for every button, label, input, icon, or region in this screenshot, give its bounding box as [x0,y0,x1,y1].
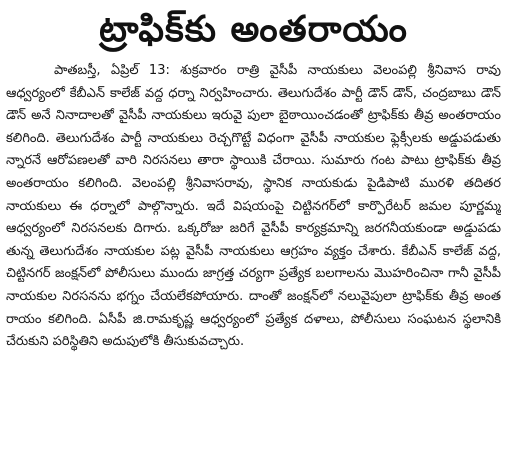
article-headline: ట్రాఫిక్‌కు అంతరాయం [99,9,408,50]
article-body: పాతబస్తీ, ఏప్రిల్ 13: శుక్రవారం రాత్రి వైసీపీ నాయకులు వెలంపల్లి శ్రీనివాస రావు ఆధ్వర్యంలో కేబీఎన్ కాలేజ్ వద్ద ధర్నా నిర్వహించారు. తెలుగుదేశం పార్టీ డౌన్ డౌన్, చంద్రబాబు డౌన్ డౌన్ అనే నినాదాలతో వైసీపీ నాయకులు ఇరువై పులా బైఠాయించడంతో ట్రాఫిక్‌కు తీవ్ర అంతరాయం కలిగింది. తెలుగుదేశం పార్టీ నాయకులు రెచ్చగొట్టే విధంగా వైసీపీ నాయకుల ఫ్లెక్సీలకు అడ్డుపడుతు న్నారనే ఆరోపణలతో వారి నిరసనలు తారా స్థాయికి చేరాయి. సుమారు గంట పాటు ట్రాఫిక్‌కు తీవ్ర అంతరాయం కలిగింది. వెలంపల్లి శ్రీనివాసరావు, స్థానిక నాయకుడు పైడిపాటి మురళి తదితర నాయకులు ఈ ధర్నాలో పాల్గొన్నారు. ఇదే విషయంపై చిట్టినగర్‌లో కార్పొరేటర్ జమల పూర్ణమ్మ ఆధ్వర్యంలో నిరసనలకు దిగారు. ఒక్కరోజు జరిగే వైసీపీ కార్యక్రమాన్ని జరగనీయకుండా అడ్డుపడు తున్న తెలుగుదేశం నాయకుల పట్ల వైసీపీ నాయకులు ఆగ్రహం వ్యక్తం చేశారు. కేబీఎన్ కాలేజ్ వద్ద, చిట్టినగర్ జంక్షన్‌లో పోలీసులు ముందు జాగ్రత్త చర్యగా ప్రత్యేక బలగాలను మొహరించినా గానీ వైసీపీ నాయకుల నిరసనను భగ్నం చేయలేకపోయారు. దాంతో జంక్షన్‌లో నలువైపులా ట్రాఫిక్‌కు తీవ్ర అంత రాయం కలిగింది. ఏసీపీ జి.రామకృష్ణ ఆధ్వర్యంలో ప్రత్యేక దళాలు, పోలీసులు సంఘటన స్థలానికి చేరుకుని పరిస్థితిని అదుపులోకి తీసుకువచ్చారు. [6,63,501,350]
